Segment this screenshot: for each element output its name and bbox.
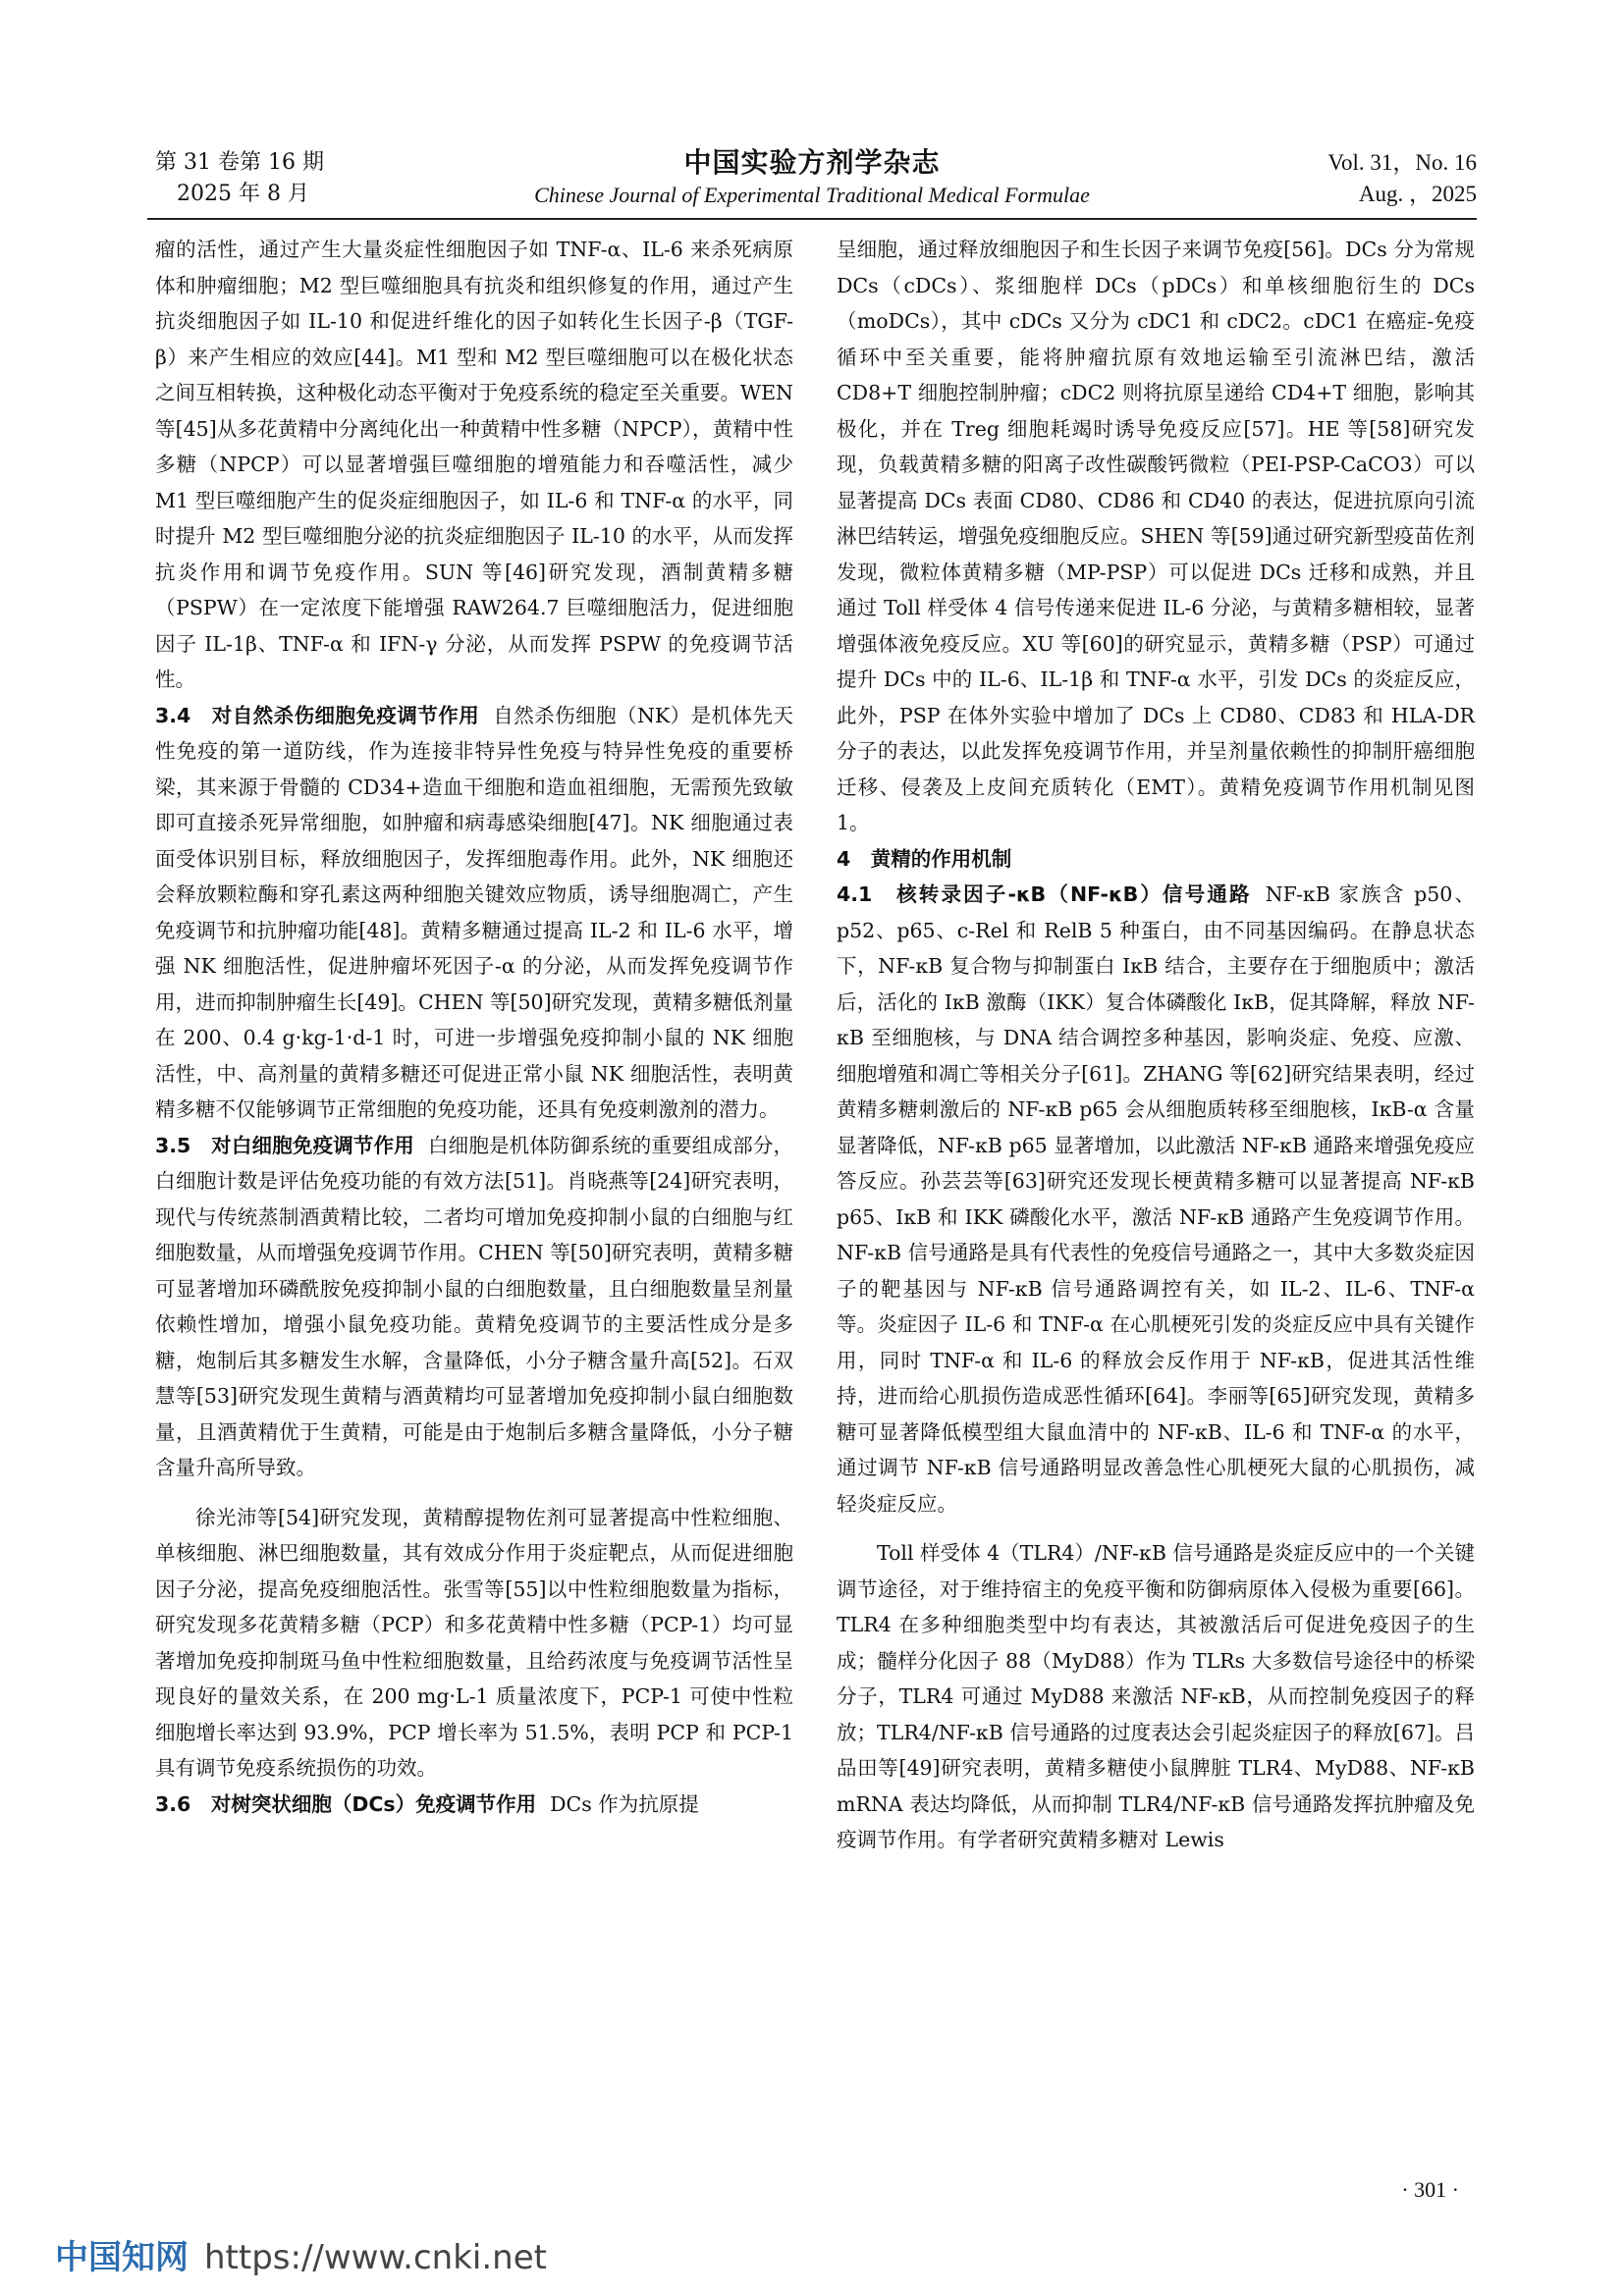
- section-heading: 4 黄精的作用机制: [837, 846, 1012, 871]
- paragraph: Toll 样受体 4（TLR4）/NF-κB 信号通路是炎症反应中的一个关键调节途径，对于维持宿主的免疫平衡和防御病原体入侵极为重要[66]。TLR4 在多种细胞类型中均有表达，其被激活后可促进免疫因子的生成；髓样分化因子 88（MyD88）作为 TLRs 大多数信号途径中的桥梁分子，TLR4 可通过 MyD88 来激活 NF-κB，从而控制免疫因子的释放；TLR4/NF-κB 信号通路的过度表达会引起炎症因子的释放[67]。吕品田等[49]研究表明，黄精多糖使小鼠脾脏 TLR4、MyD88、NF-κB mRNA 表达均降低，从而抑制 TLR4/NF-κB 信号通路发挥抗肿瘤及免疫调节作用。有学者研究黄精多糖对 Lewis: [837, 1541, 1475, 1851]
- subsection-paragraph: [155, 1128, 793, 1486]
- right-column: [837, 232, 1475, 1858]
- paragraph-continued: 呈细胞，通过释放细胞因子和生长因子来调节免疫[56]。DCs 分为常规 DCs（cDCs）、浆细胞样 DCs（pDCs）和单核细胞衍生的 DCs（moDCs），其中 cDCs 又分为 cDC1 和 cDC2。cDC1 在癌症-免疫循环中至关重要，能将肿瘤抗原有效地运输至引流淋巴结，激活 CD8+T 细胞控制肿瘤；cDC2 则将抗原呈递给 CD4+T 细胞，影响其极化，并在 Treg 细胞耗竭时诱导免疫反应[57]。HE 等[58]研究发现，负载黄精多糖的阳离子改性碳酸钙微粒（PEI-PSP-CaCO3）可以显著提高 DCs 表面 CD80、CD86 和 CD40 的表达，促进抗原向引流淋巴结转运，增强免疫细胞反应。SHEN 等[59]通过研究新型疫苗佐剂发现，微粒体黄精多糖（MP-PSP）可以促进 DCs 迁移和成熟，并且通过 Toll 样受体 4 信号传递来促进 IL-6 分泌，与黄精多糖相较，显著增强体液免疫反应。XU 等[60]的研究显示，黄精多糖（PSP）可通过提升 DCs 中的 IL-6、IL-1β 和 TNF-α 水平，引发 DCs 的炎症反应，此外，PSP 在体外实验中增加了 DCs 上 CD80、CD83 和 HLA-DR 分子的表达，以此发挥免疫调节作用，并呈剂量依赖性的抑制肝癌细胞迁移、侵袭及上皮间充质转化（EMT）。黄精免疫调节作用机制见图 1。: [837, 238, 1475, 834]
- subsection-heading: 4.1 核转录因子-κB（NF-κB）信号通路: [837, 882, 1252, 906]
- subsection-paragraph: [837, 877, 1475, 1522]
- left-column: [155, 232, 793, 1822]
- page-number: · 301 ·: [1401, 2177, 1459, 2202]
- header-volume-issue: 第 31 卷第 16 期: [155, 150, 324, 175]
- subsection-text: 白细胞是机体防御系统的重要组成部分，白细胞计数是评估免疫功能的有效方法[51]。肖晓燕等[24]研究表明，现代与传统蒸制酒黄精比较，二者均可增加免疫抑制小鼠的白细胞与红细胞数量，从而增强免疫调节作用。CHEN 等[50]研究表明，黄精多糖可显著增加环磷酰胺免疫抑制小鼠的白细胞数量，且白细胞数量呈剂量依赖性增加，增强小鼠免疫功能。黄精免疫调节的主要活性成分是多糖，炮制后其多糖发生水解，含量降低，小分子糖含量升高[52]。石双慧等[53]研究发现生黄精与酒黄精均可显著增加免疫抑制小鼠白细胞数量，且酒黄精优于生黄精，可能是由于炮制后多糖含量降低，小分子糖含量升高所导致。: [155, 1133, 793, 1479]
- subsection-paragraph: [155, 1787, 793, 1823]
- subsection-text: NF-κB 家族含 p50、p52、p65、c-Rel 和 RelB 5 种蛋白，由不同基因编码。在静息状态下，NF-κB 复合物与抑制蛋白 IκB 结合，主要存在于细胞质中；激活后，活化的 IκB 激酶（IKK）复合体磷酸化 IκB，促其降解，释放 NF-κB 至细胞核，与 DNA 结合调控多种基因，影响炎症、免疫、应激、细胞增殖和凋亡等相关分子[61]。ZHANG 等[62]研究结果表明，经过黄精多糖刺激后的 NF-κB p65 会从细胞质转移至细胞核，IκB-α 含量显著降低，NF-κB p65 显著增加，以此激活 NF-κB 通路来增强免疫应答反应。孙芸芸等[63]研究还发现长梗黄精多糖可以显著提高 NF-κB p65、IκB 和 IKK 磷酸化水平，激活 NF-κB 通路产生免疫调节作用。NF-κB 信号通路是具有代表性的免疫信号通路之一，其中大多数炎症因子的靶基因与 NF-κB 信号通路调控有关，如 IL-2、IL-6、TNF-α 等。炎症因子 IL-6 和 TNF-α 在心肌梗死引发的炎症反应中具有关键作用，同时 TNF-α 和 IL-6 的释放会反作用于 NF-κB，促进其活性维持，进而给心肌损伤造成恶性循环[64]。李丽等[65]研究发现，黄精多糖可显著降低模型组大鼠血清中的 NF-κB、IL-6 和 TNF-α 的水平，通过调节 NF-κB 信号通路明显改善急性心肌梗死大鼠的心肌损伤，减轻炎症反应。: [837, 882, 1475, 1516]
- journal-title-en: Chinese Journal of Experimental Traditional Medical Formulae: [534, 183, 1090, 207]
- journal-title-cn: 中国实验方剂学杂志: [683, 146, 941, 179]
- cnki-logo-text: 中国知网: [55, 2238, 189, 2277]
- subsection-heading: 3.4 对自然杀伤细胞免疫调节作用: [155, 703, 480, 727]
- subsection-heading: 3.5 对白细胞免疫调节作用: [155, 1133, 414, 1157]
- header-vol-no: Vol. 31，No. 16: [1327, 150, 1477, 175]
- paragraph: 徐光沛等[54]研究发现，黄精醇提物佐剂可显著提高中性粒细胞、单核细胞、淋巴细胞数量，其有效成分作用于炎症靶点，从而促进细胞因子分泌，提高免疫细胞活性。张雪等[55]以中性粒细胞数量为指标，研究发现多花黄精多糖（PCP）和多花黄精中性多糖（PCP-1）均可显著增加免疫抑制斑马鱼中性粒细胞数量，且给药浓度与免疫调节活性呈现良好的量效关系，在 200 mg·L-1 质量浓度下，PCP-1 可使中性粒细胞增长率达到 93.9%，PCP 增长率为 51.5%，表明 PCP 和 PCP-1 具有调节免疫系统损伤的功效。: [155, 1505, 793, 1780]
- header-rule: [147, 218, 1477, 220]
- cnki-url[interactable]: https://www.cnki.net: [204, 2238, 547, 2277]
- header-volume-en: [1327, 147, 1477, 210]
- header-date: 2025 年 8 月: [177, 182, 309, 206]
- subsection-text: DCs 作为抗原提: [550, 1791, 699, 1816]
- subsection-text: 自然杀伤细胞（NK）是机体先天性免疫的第一道防线，作为连接非特异性免疫与特异性免疫的重要桥梁，其来源于骨髓的 CD34+造血干细胞和造血祖细胞，无需预先致敏即可直接杀死异常细胞，如肿瘤和病毒感染细胞[47]。NK 细胞通过表面受体识别目标，释放细胞因子，发挥细胞毒作用。此外，NK 细胞还会释放颗粒酶和穿孔素这两种细胞关键效应物质，诱导细胞凋亡，产生免疫调节和抗肿瘤功能[48]。黄精多糖通过提高 IL-2 和 IL-6 水平，增强 NK 细胞活性，促进肿瘤坏死因子-α 的分泌，从而发挥免疫调节作用，进而抑制肿瘤生长[49]。CHEN 等[50]研究发现，黄精多糖低剂量在 200、0.4 g·kg-1·d-1 时，可进一步增强免疫抑制小鼠的 NK 细胞活性，中、高剂量的黄精多糖还可促进正常小鼠 NK 细胞活性，表明黄精多糖不仅能够调节正常细胞的免疫功能，还具有免疫刺激剂的潜力。: [155, 703, 793, 1121]
- paragraph-continued: 瘤的活性，通过产生大量炎症性细胞因子如 TNF-α、IL-6 来杀死病原体和肿瘤细胞；M2 型巨噬细胞具有抗炎和组织修复的作用，通过产生抗炎细胞因子如 IL-10 和促进纤维化的因子如转化生长因子-β（TGF-β）来产生相应的效应[44]。M1 型和 M2 型巨噬细胞可以在极化状态之间互相转换，这种极化动态平衡对于免疫系统的稳定至关重要。WEN 等[45]从多花黄精中分离纯化出一种黄精中性多糖（NPCP），黄精中性多糖（NPCP）可以显著增强巨噬细胞的增殖能力和吞噬活性，减少 M1 型巨噬细胞产生的促炎症细胞因子，如 IL-6 和 TNF-α 的水平，同时提升 M2 型巨噬细胞分泌的抗炎症细胞因子 IL-10 的水平，从而发挥抗炎作用和调节免疫作用。SUN 等[46]研究发现，酒制黄精多糖（PSPW）在一定浓度下能增强 RAW264.7 巨噬细胞活力，促进细胞因子 IL-1β、TNF-α 和 IFN-γ 分泌，从而发挥 PSPW 的免疫调节活性。: [155, 238, 793, 691]
- cnki-watermark[interactable]: [55, 2230, 547, 2278]
- subsection-heading: 3.6 对树突状细胞（DCs）免疫调节作用: [155, 1791, 537, 1816]
- subsection-paragraph: [155, 698, 793, 1128]
- header-month-year: Aug. ，2025: [1358, 182, 1477, 206]
